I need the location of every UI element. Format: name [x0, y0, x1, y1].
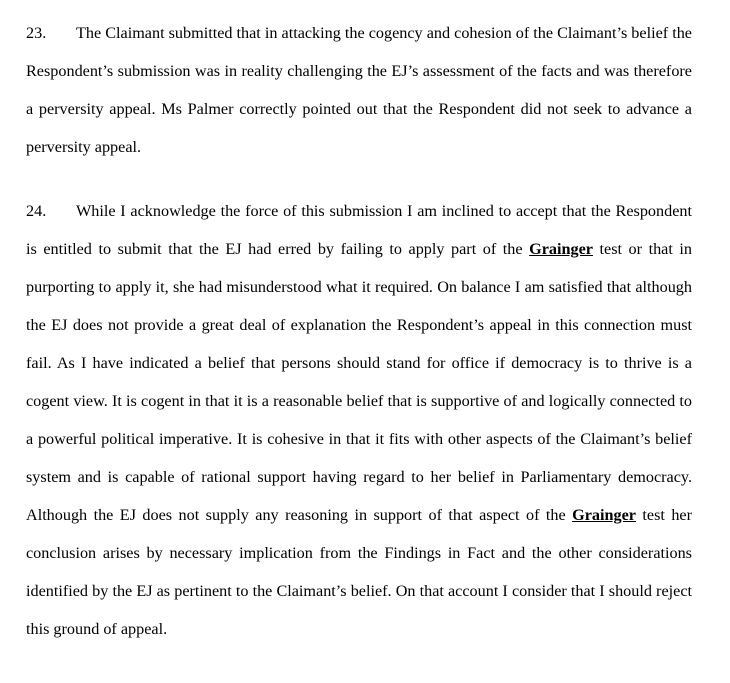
case-name-grainger: Grainger	[529, 240, 593, 258]
paragraph-text-segment: test her conclusion arises by necessary implication from the Findings in Fact and the other considerations identified by the EJ as pertinent to the Claimant’s belief. On that account I consider that I should reject this ground of appeal.	[26, 506, 692, 638]
paragraph-23	[26, 14, 692, 166]
paragraph-text-segment: test or that in purporting to apply it, she had misunderstood what it required. On balance I am satisfied that although the EJ does not provide a great deal of explanation the Respondent’s appeal in this connection must fail. As I have indicated a belief that persons should stand for office if democracy is to thrive is a cogent view. It is cogent in that it is a reasonable belief that is supportive of and logically connected to a powerful political imperative. It is cohesive in that it fits with other aspects of the Claimant’s belief system and is capable of rational support having regard to her belief in Parliamentary democracy. Although the EJ does not supply any reasoning in support of that aspect of the	[26, 240, 693, 524]
case-name-grainger: Grainger	[572, 506, 636, 524]
paragraph-number: 24.	[26, 202, 47, 220]
paragraph-number: 23.	[26, 24, 47, 42]
paragraph-text: The Claimant submitted that in attacking the cogency and cohesion of the Claimant’s belief the Respondent’s submission was in reality challenging the EJ’s assessment of the facts and was therefore a perversity appeal. Ms Palmer correctly pointed out that the Respondent did not seek to advance a perversity appeal.	[26, 24, 692, 156]
paragraph-24	[26, 192, 692, 648]
paragraph-text-segment: While I acknowledge the force of this submission I am inclined to accept that the Respondent is entitled to submit that the EJ had erred by failing to apply part of the	[26, 202, 692, 258]
